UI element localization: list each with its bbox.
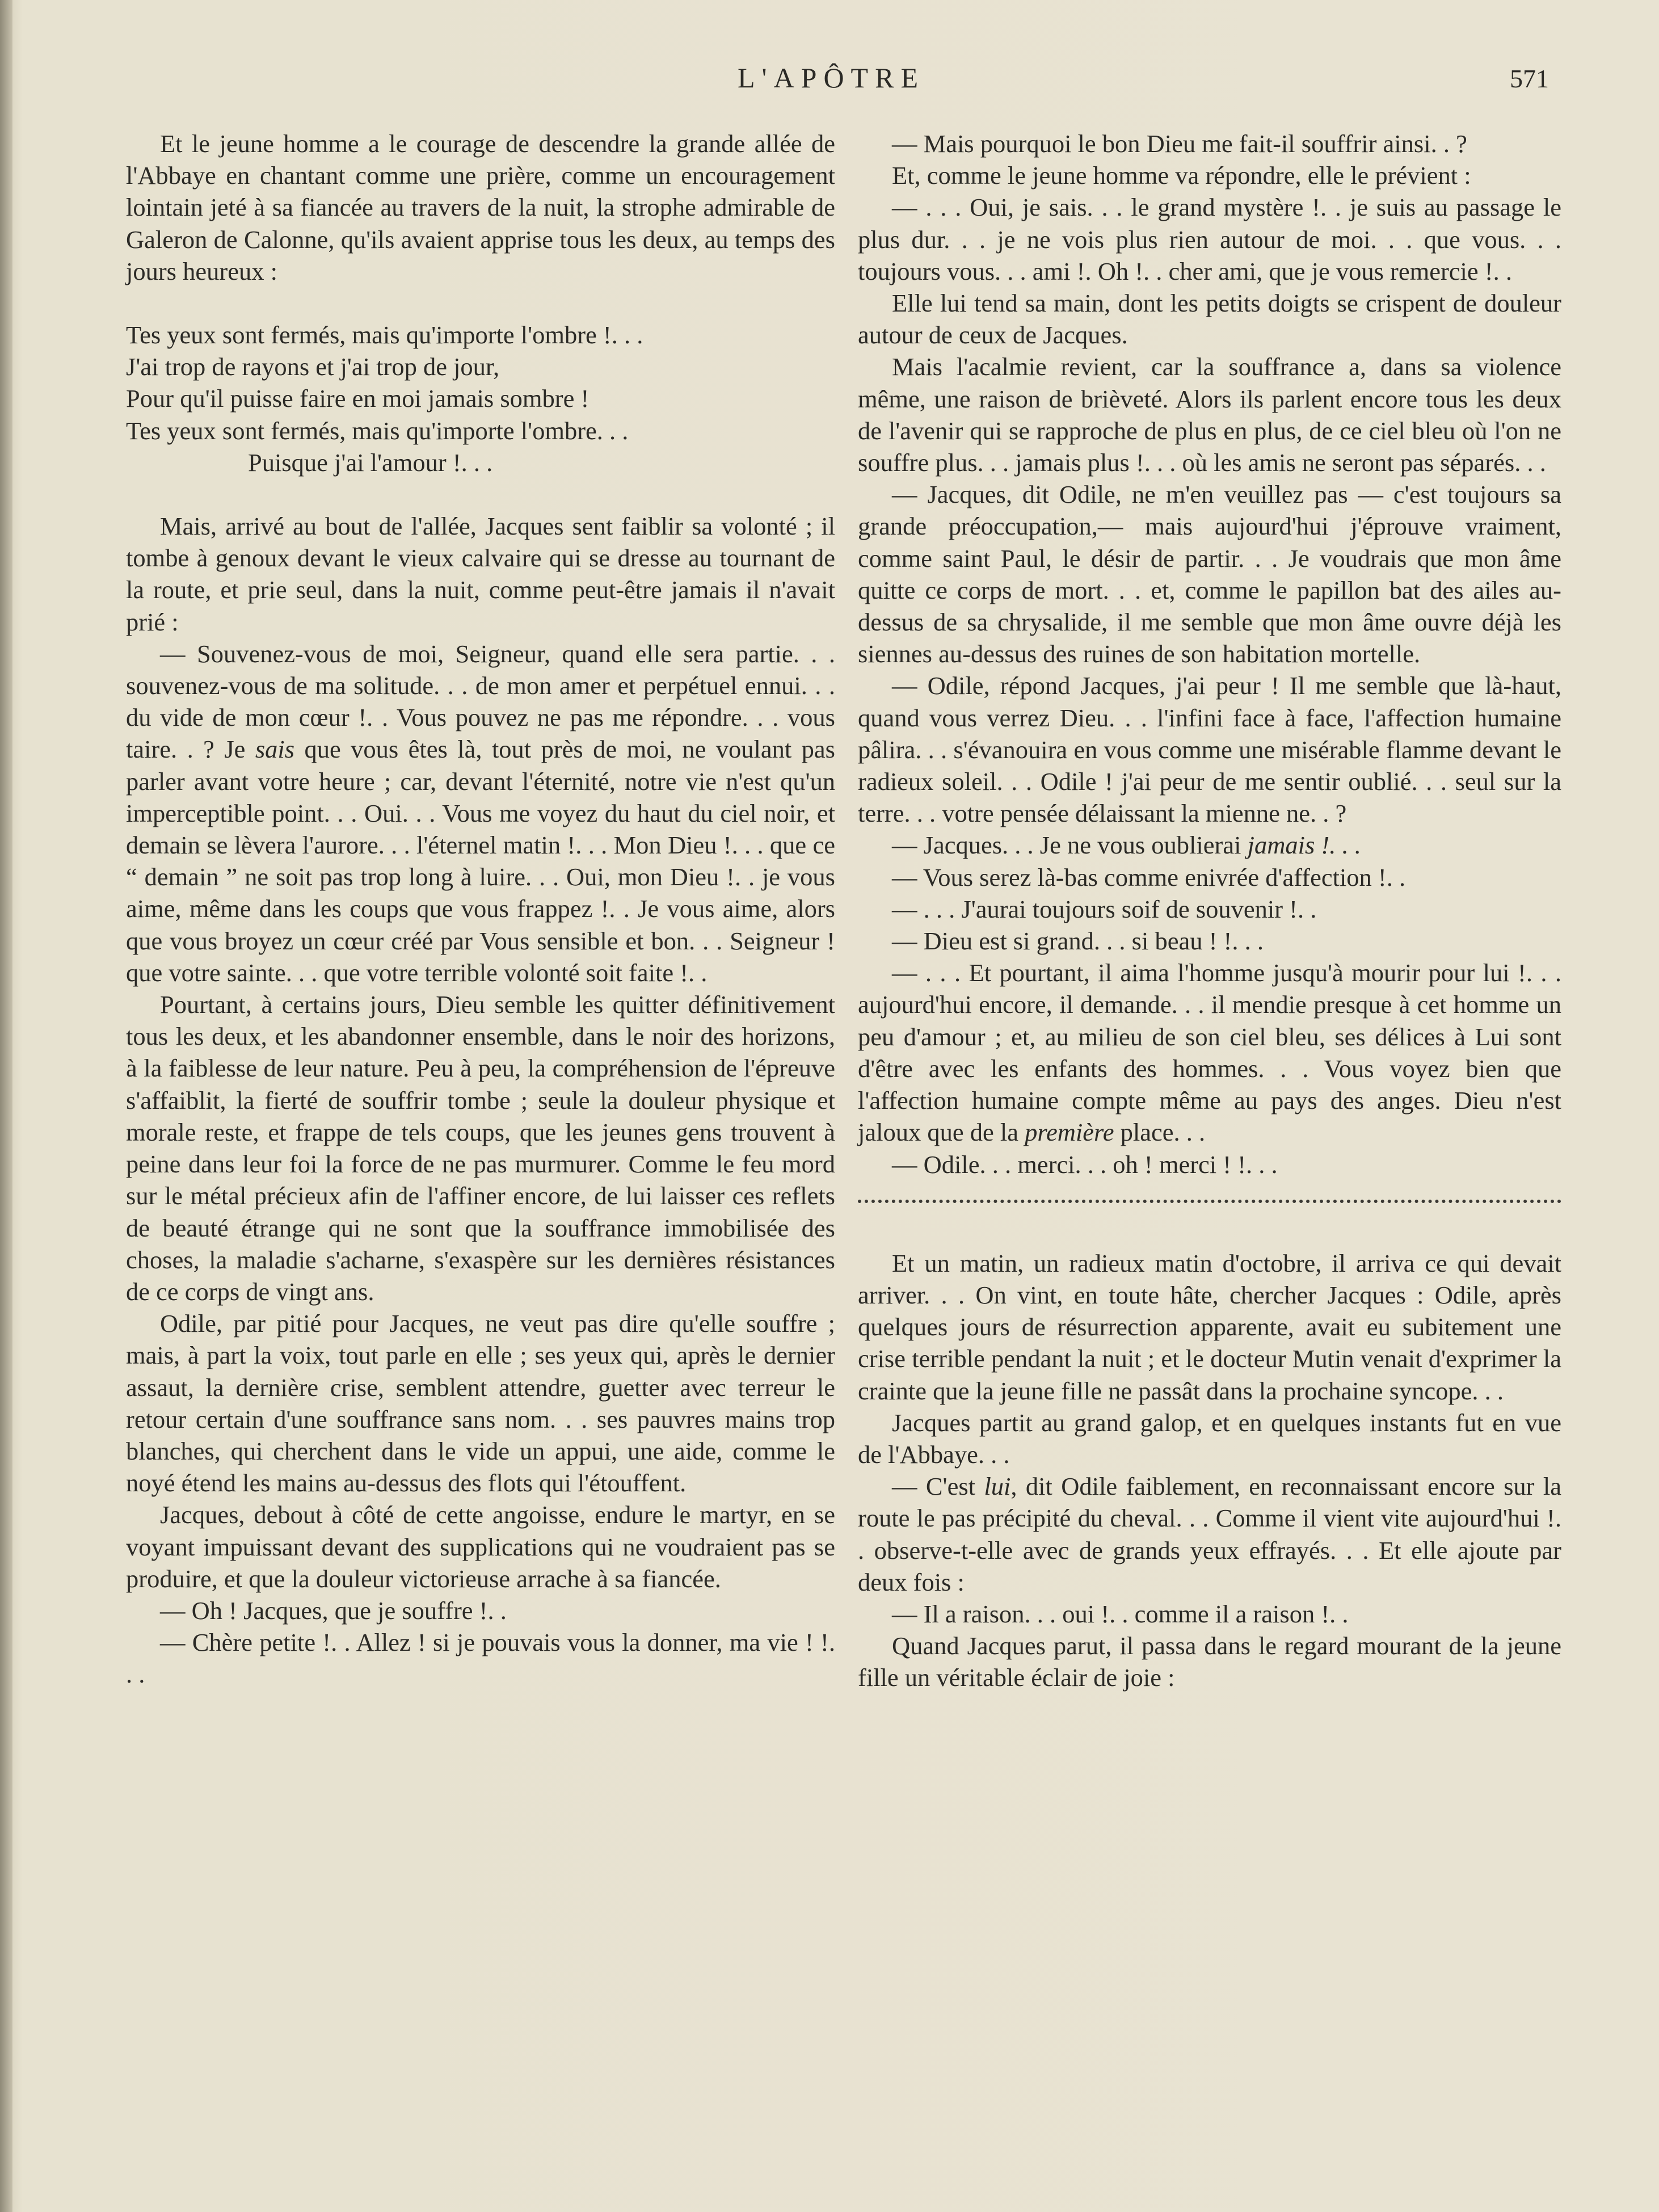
paragraph [858, 1470, 1561, 1598]
text-run: place. . . [1114, 1118, 1206, 1147]
paragraph: Odile, par pitié pour Jacques, ne veut pas dire qu'elle souffre ; mais, à part la voix, tout parle en elle ; ses yeux qui, après le dernier assaut, la dernière crise, semblent attendre, guetter avec terreur le retour certain d'une souffrance sans nom. . . ses pauvres mains trop blanches, qui cherchent dans le vide un appui, une aide, comme le noyé étend les mains au-dessus des flots qui l'étouffent. [126, 1309, 835, 1498]
paragraph: — Il a raison. . . oui !. . comme il a raison !. . [892, 1599, 1349, 1628]
verse-line: Puisque j'ai l'amour !. . . [248, 448, 493, 477]
running-title: L'APÔTRE [737, 62, 925, 94]
paragraph: — Chère petite !. . Allez ! si je pouvais vous la donner, ma vie ! !. . . [126, 1628, 835, 1689]
paragraph: — . . . Oui, je sais. . . le grand mystère !. . je suis au passage le plus dur. . . je ne vois plus rien autour de moi. . . que vous. . . toujours vous. . . ami !. Oh !. . cher ami, que je vous remercie !. . [858, 193, 1561, 285]
paragraph: Jacques partit au grand galop, et en quelques instants fut en vue de l'Abbaye. . . [858, 1408, 1561, 1469]
page-spine-shadow [0, 0, 12, 2212]
paragraph: Et, comme le jeune homme va répondre, elle le prévient : [892, 161, 1471, 190]
paragraph: Et le jeune homme a le courage de descendre la grande allée de l'Abbaye en chantant comme une prière, comme un encouragement lointain jeté à sa fiancée au travers de la nuit, la strophe admirable de Galeron de Calonne, qu'ils avaient apprise tous les deux, au temps des jours heureux : [126, 129, 835, 285]
paragraph: — Vous serez là-bas comme enivrée d'affection !. . [892, 863, 1406, 891]
paragraph: — . . . J'aurai toujours soif de souvenir !. . [892, 894, 1317, 923]
paragraph: Pourtant, à certains jours, Dieu semble les quitter définitivement tous les deux, et les abandonner ensemble, dans le noir des horizons, à la faiblesse de leur nature. Peu à peu, la compréhension de l'épreuve s'affaiblit, la fierté de souffrir tombe ; seule la douleur physique et morale reste, et frappe de tels coups, que les jeunes gens trouvent à peine dans leur foi la force de ne pas murmurer. Comme le feu mord sur le métal précieux afin de l'affiner encore, de lui laisser ces reflets de beauté étrange qui ne sont que la souffrance immobilisée des choses, la maladie s'acharne, s'exaspère sur les dernières résistances de ce corps de vingt ans. [126, 990, 835, 1306]
verse-line: Tes yeux sont fermés, mais qu'importe l'ombre. . . [126, 416, 629, 445]
paragraph: — Oh ! Jacques, que je souffre !. . [160, 1596, 507, 1625]
right-column [858, 128, 1561, 1694]
paragraph: Mais l'acalmie revient, car la souffrance a, dans sa violence même, une raison de brièveté. Alors ils parlent encore tous les deux de l'avenir qui se rapproche de plus en plus, de ce ciel bleu où l'on ne souffre plus. . . jamais plus !. . . où les amis ne seront pas séparés. . . [858, 352, 1561, 477]
verse-line: Pour qu'il puisse faire en moi jamais sombre ! [126, 384, 590, 413]
paragraph [126, 638, 835, 989]
paragraph: — Odile, répond Jacques, j'ai peur ! Il me semble que là-haut, quand vous verrez Dieu. . . l'infini face à face, l'affection humaine pâlira. . . s'évanouira en vous comme une misérable flamme devant le radieux soleil. . . Odile ! j'ai peur de me sentir oublié. . . seul sur la terre. . . votre pensée délaissant la mienne ne. . ? [858, 671, 1561, 828]
dotted-separator [858, 1168, 1561, 1203]
text-run: — Souvenez-vous de moi, Seigneur, quand elle sera partie. . . souvenez-vous de ma solitude. . . de mon amer et perpétuel ennui. . . du vide de mon cœur !. . Vous pouvez ne pas me répondre. . . vous taire. . ? Je [126, 639, 835, 764]
page-header [113, 61, 1549, 101]
paragraph: — Mais pourquoi le bon Dieu me fait-il souffrir ainsi. . ? [892, 129, 1467, 158]
italic-text: jamais !. . . [1247, 831, 1361, 860]
left-column [126, 128, 835, 1690]
page-number: 571 [1510, 64, 1549, 93]
italic-text: première [1025, 1118, 1114, 1147]
paragraph: Elle lui tend sa main, dont les petits doigts se crispent de douleur autour de ceux de Jacques. [858, 289, 1561, 350]
verse-line: J'ai trop de rayons et j'ai trop de jour, [126, 352, 500, 381]
paragraph: — Odile. . . merci. . . oh ! merci ! !. . . [892, 1150, 1278, 1179]
italic-text: sais [255, 735, 295, 764]
paragraph: — Jacques, dit Odile, ne m'en veuillez pas — c'est toujours sa grande préoccupation,— mais aujourd'hui j'éprouve vraiment, comme saint Paul, le désir de partir. . . Je voudrais que mon âme quitte ce corps de mort. . . et, comme le papillon bat des ailes au-dessus de sa chrysalide, il me semble que mon âme ouvre déjà les siennes au-dessus des ruines de son habitation mortelle. [858, 480, 1561, 668]
text-run: — . . . Et pourtant, il aima l'homme jusqu'à mourir pour lui !. . . aujourd'hui encore, il demande. . . il mendie presque à cet homme un peu d'amour ; et, au milieu de son ciel bleu, ses délices à Lui sont d'être avec les enfants des hommes. . . Vous voyez bien que l'affection humaine compte même au pays des anges. Dieu n'est jaloux que de la [858, 958, 1561, 1147]
paragraph: — Dieu est si grand. . . si beau ! !. . . [892, 927, 1264, 956]
text-run: , dit Odile faiblement, en reconnaissant encore sur la route le pas précipité du cheval. . . Comme il vient vite aujourd'hui !. . observe-t-elle avec de grands yeux effrayés. . . Et elle ajoute par deux fois : [858, 1472, 1561, 1596]
paragraph: Mais, arrivé au bout de l'allée, Jacques sent faiblir sa volonté ; il tombe à genoux devant le vieux calvaire qui se dresse au tournant de la route, et prie seul, dans la nuit, comme peut-être jamais il n'avait prié : [126, 512, 835, 636]
verse-line: Tes yeux sont fermés, mais qu'importe l'ombre !. . . [126, 321, 643, 350]
paragraph [858, 829, 1561, 861]
verse-stanza [126, 319, 835, 478]
italic-text: lui [984, 1472, 1011, 1501]
paragraph: Jacques, debout à côté de cette angoisse, endure le martyr, en se voyant impuissant devant des supplications qui ne voudraient pas se produire, et que la douleur victorieuse arrache à sa fiancée. [126, 1500, 835, 1593]
paragraph: Et un matin, un radieux matin d'octobre, il arriva ce qui devait arriver. . . On vint, en toute hâte, chercher Jacques : Odile, après quelques jours de résurrection apparente, avait eu subitement une crise terrible pendant la nuit ; et le docteur Mutin venait d'exprimer la crainte que la jeune fille ne passât dans la prochaine syncope. . . [858, 1248, 1561, 1405]
paragraph [858, 957, 1561, 1148]
text-run: — Jacques. . . Je ne vous oublierai [892, 831, 1248, 860]
paragraph: Quand Jacques parut, il passa dans le regard mourant de la jeune fille un véritable éclair de joie : [858, 1631, 1561, 1692]
text-run: que vous êtes là, tout près de moi, ne voulant pas parler avant votre heure ; car, devant l'éternité, notre vie n'est qu'un imperceptible point. . . Oui. . . Vous me voyez du haut du ciel noir, et demain se lèvera l'aurore. . . l'éternel matin !. . . Mon Dieu !. . . que ce “ demain ” ne soit pas trop long à luire. . . Oui, mon Dieu !. . je vous aime, même dans les coups que vous frappez !. . Je vous aime, alors que vous broyez un cœur créé par Vous sensible et bon. . . Seigneur ! que votre sainte. . . que votre terrible volonté soit faite !. . [126, 735, 836, 987]
text-run: — C'est [892, 1472, 984, 1501]
